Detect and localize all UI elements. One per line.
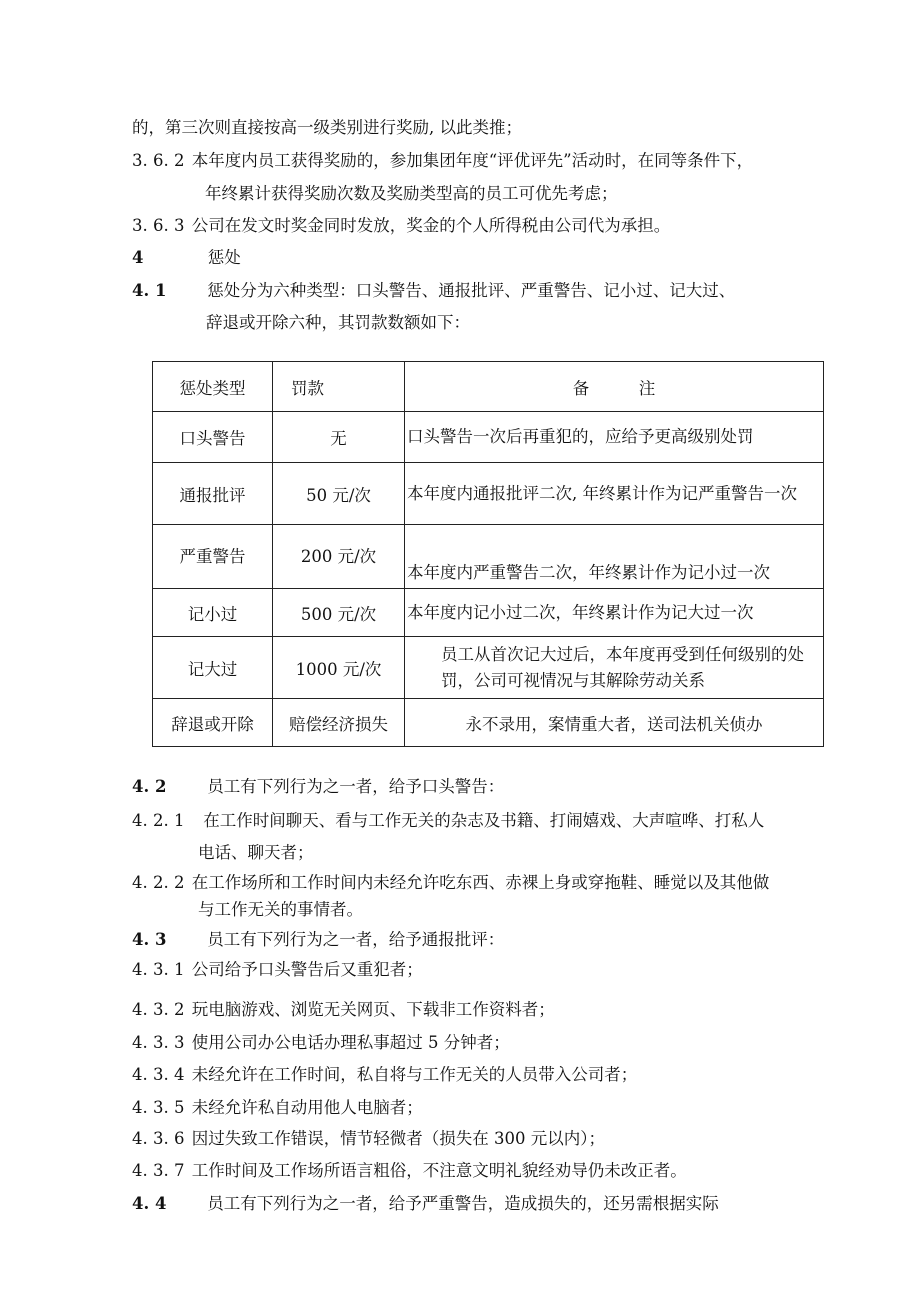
clause-number: 4. 3. 3 — [132, 1033, 185, 1052]
cell-fine: 200 元/次 — [273, 525, 405, 589]
paragraph-line — [198, 898, 363, 922]
header-fine: 罚款 — [273, 362, 405, 412]
clause-4-3-3 — [132, 1031, 510, 1055]
cell-fine: 50 元/次 — [273, 463, 405, 525]
clause-number: 3. 6. 3 — [132, 216, 185, 235]
line-text: 的，第三次则直接按高一级类别进行奖励, 以此类推； — [132, 118, 522, 137]
cell-fine: 赔偿经济损失 — [273, 699, 405, 747]
clause-4-3-2 — [132, 998, 555, 1022]
clause-text: 本年度内员工获得奖励的，参加集团年度“评优评先”活动时，在同等条件下， — [191, 151, 754, 170]
clause-4-3-4 — [132, 1063, 637, 1087]
clause-text: 未经允许私自动用他人电脑者； — [191, 1098, 423, 1117]
clause-3-6-3 — [132, 214, 670, 238]
table-row — [153, 637, 824, 699]
table-row — [153, 525, 824, 589]
table-row — [153, 699, 824, 747]
cell-remark: 员工从首次记大过后，本年度再受到任何级别的处罚，公司可视情况与其解除劳动关系 — [405, 637, 824, 699]
clause-4-2-1 — [132, 809, 764, 833]
cell-fine: 无 — [273, 412, 405, 463]
cell-remark: 本年度内通报批评二次, 年终累计作为记严重警告一次 — [405, 463, 824, 525]
cell-remark: 本年度内记小过二次，年终累计作为记大过一次 — [405, 589, 824, 637]
clause-4-3 — [132, 928, 504, 952]
clause-number: 4. 3. 7 — [132, 1161, 185, 1180]
clause-number: 4. 3. 2 — [132, 1000, 185, 1019]
table-header-row — [153, 362, 824, 412]
line-text: 辞退或开除六种，其罚款数额如下： — [206, 313, 470, 332]
clause-text: 玩电脑游戏、浏览无关网页、下载非工作资料者； — [191, 1000, 555, 1019]
cell-type: 口头警告 — [153, 412, 273, 463]
clause-4-4 — [132, 1192, 719, 1216]
header-remark: 备 注 — [405, 362, 824, 412]
clause-text: 因过失致工作错误，情节轻微者（损失在 300 元以内）； — [191, 1129, 605, 1148]
cell-remark: 本年度内严重警告二次，年终累计作为记小过一次 — [405, 525, 824, 589]
table-row — [153, 589, 824, 637]
clause-4-3-7 — [132, 1159, 687, 1183]
section-number: 4 — [132, 248, 144, 267]
clause-4-2-2 — [132, 871, 769, 895]
clause-number: 4. 4 — [132, 1194, 167, 1213]
cell-fine: 500 元/次 — [273, 589, 405, 637]
line-text: 与工作无关的事情者。 — [198, 900, 363, 919]
clause-text: 公司给予口头警告后又重犯者； — [191, 960, 423, 979]
clause-number: 4. 3. 1 — [132, 960, 185, 979]
section-title: 惩处 — [207, 248, 241, 267]
clause-text: 员工有下列行为之一者，给予口头警告： — [207, 777, 505, 796]
clause-text: 公司在发文时奖金同时发放，奖金的个人所得税由公司代为承担。 — [191, 216, 671, 235]
clause-4-3-6 — [132, 1127, 605, 1151]
paragraph-line — [206, 311, 470, 335]
cell-type: 记小过 — [153, 589, 273, 637]
section-4-heading — [132, 246, 241, 270]
clause-text: 使用公司办公电话办理私事超过 5 分钟者； — [191, 1033, 510, 1052]
table-row — [153, 412, 824, 463]
clause-3-6-2 — [132, 149, 753, 173]
penalty-table — [152, 361, 824, 747]
clause-4-1 — [132, 279, 735, 303]
cell-remark: 永不录用，案情重大者，送司法机关侦办 — [405, 699, 824, 747]
clause-number: 3. 6. 2 — [132, 151, 185, 170]
header-type: 惩处类型 — [153, 362, 273, 412]
clause-text: 未经允许在工作时间，私自将与工作无关的人员带入公司者； — [191, 1065, 638, 1084]
line-text: 电话、聊天者； — [198, 843, 314, 862]
clause-number: 4. 3. 4 — [132, 1065, 185, 1084]
paragraph-line — [205, 182, 618, 206]
cell-type: 严重警告 — [153, 525, 273, 589]
cell-remark: 口头警告一次后再重犯的，应给予更高级别处罚 — [405, 412, 824, 463]
clause-number: 4. 1 — [132, 281, 167, 300]
clause-number: 4. 3. 5 — [132, 1098, 185, 1117]
clause-number: 4. 3. 6 — [132, 1129, 185, 1148]
clause-number: 4. 2. 2 — [132, 873, 185, 892]
cell-type: 记大过 — [153, 637, 273, 699]
clause-text: 员工有下列行为之一者，给予严重警告，造成损失的，还另需根据实际 — [207, 1194, 719, 1213]
line-text: 年终累计获得奖励次数及奖励类型高的员工可优先考虑； — [205, 184, 618, 203]
cell-fine: 1000 元/次 — [273, 637, 405, 699]
table-row — [153, 463, 824, 525]
clause-4-3-5 — [132, 1096, 423, 1120]
clause-text: 员工有下列行为之一者，给予通报批评： — [207, 930, 505, 949]
cell-type: 辞退或开除 — [153, 699, 273, 747]
paragraph-line — [198, 841, 314, 865]
clause-number: 4. 3 — [132, 930, 167, 949]
clause-number: 4. 2. 1 — [132, 811, 185, 830]
clause-text: 工作时间及工作场所语言粗俗，不注意文明礼貌经劝导仍未改正者。 — [191, 1161, 687, 1180]
clause-number: 4. 2 — [132, 777, 167, 796]
clause-4-3-1 — [132, 958, 423, 982]
clause-4-2 — [132, 775, 504, 799]
cell-type: 通报批评 — [153, 463, 273, 525]
paragraph-line — [132, 116, 522, 140]
clause-text: 在工作时间聊天、看与工作无关的杂志及书籍、打闹嬉戏、大声喧哗、打私人 — [203, 811, 765, 830]
clause-text: 在工作场所和工作时间内未经允许吃东西、赤裸上身或穿拖鞋、睡觉以及其他做 — [191, 873, 770, 892]
clause-text: 惩处分为六种类型：口头警告、通报批评、严重警告、记小过、记大过、 — [207, 281, 736, 300]
